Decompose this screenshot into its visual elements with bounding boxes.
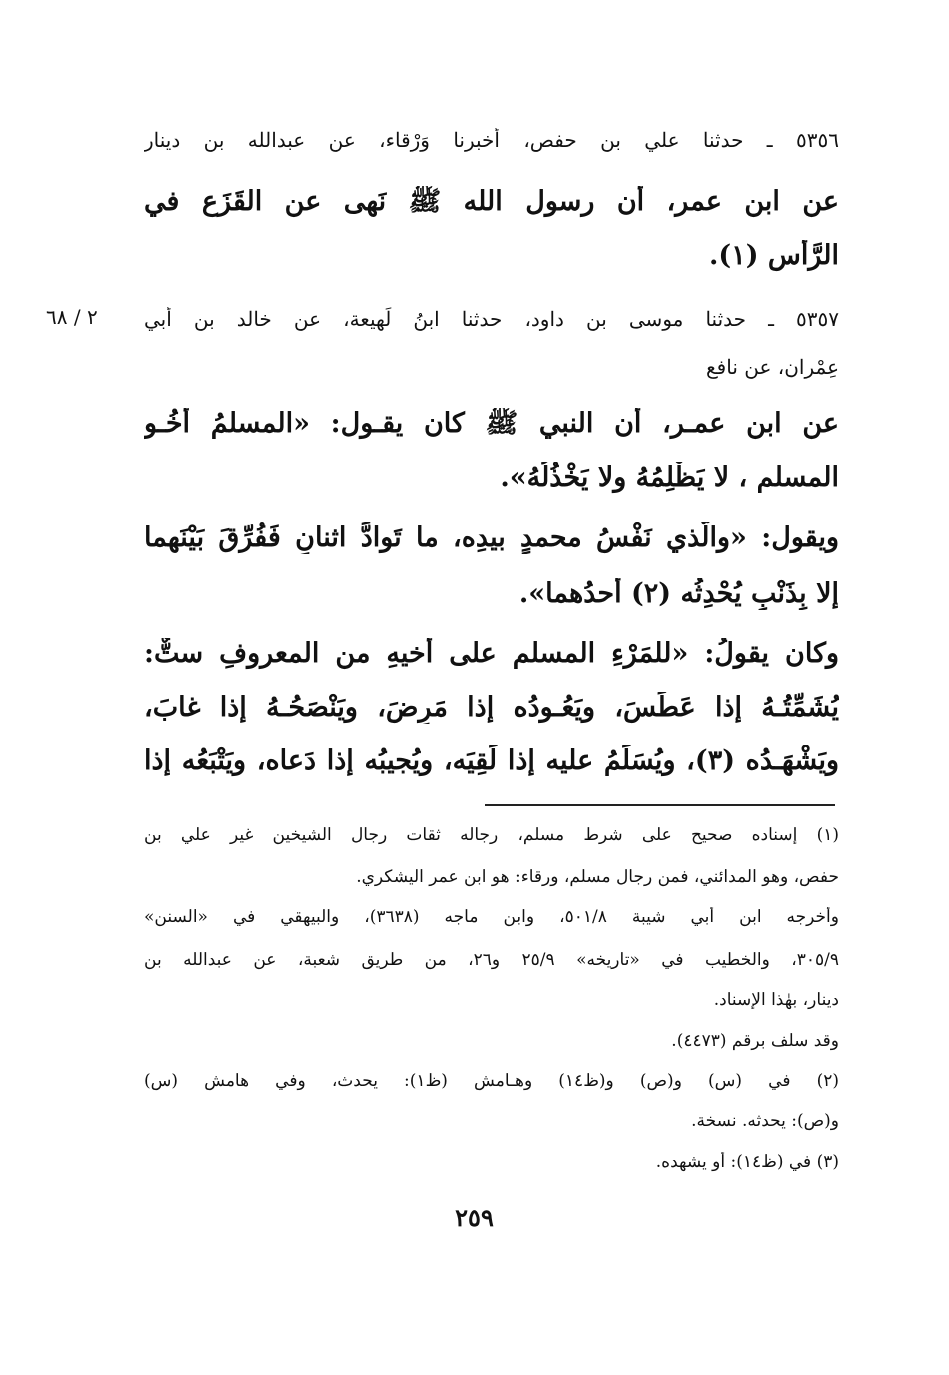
- footnote-1-line-5: دينار، بهٰذا الإسناد.: [713, 990, 839, 1010]
- footnote-separator: [485, 804, 835, 806]
- hadith-5357-text-line-3: ويقول: «والَّذي نَفْسُ محمدٍ بيدِه، ما تَوادَّ اثنانِ فَفُرِّقَ بَيْنَهما: [144, 522, 839, 553]
- page-number: ٢٥٩: [455, 1203, 494, 1232]
- footnote-1-line-2: حفص، وهو المدائني، فمن رجال مسلم، ورقاء: هو ابن عمر اليشكري.: [356, 867, 839, 887]
- footnote-1-line-3: وأخرجه ابن أبي شيبة ٥٠١/٨، وابن ماجه (٣٦٣٨)، والبيهقي في «السنن»: [144, 907, 839, 927]
- footnote-1-line-6: وقد سلف برقم (٤٤٧٣).: [671, 1031, 839, 1051]
- hadith-5357-text-line-7: ويَشْهَـدُه (٣)، ويُسَلِّمُ عليه إذا لَقِيَه، ويُجيبُه إذا دَعاه، ويَتْبَعُه إذا: [144, 745, 839, 776]
- hadith-5357-chain-line-2: عِمْران، عن نافع: [706, 355, 839, 379]
- hadith-5357-text-line-1: عن ابن عمـر، أن النبي ﷺ كان يقـول: «المسلمُ أَخُـو: [144, 408, 839, 439]
- hadith-5356-chain: ٥٣٥٦ ـ حدثنا علي بن حفص، أخبرنا وَرْقاء، عن عبدالله بن دينار: [144, 128, 839, 152]
- hadith-5357-text-line-4: إلا بِذَنْبٍ يُحْدِثُه (٢) أحدُهما».: [518, 578, 839, 609]
- footnote-2-line-2: و(ص): يحدثه. نسخة.: [691, 1111, 839, 1131]
- hadith-5357-text-line-2: المسلمِ ، لا يَظْلِمُهُ ولا يَخْذُلُهُ».: [500, 462, 839, 493]
- hadith-5356-text-line-2: الرَّأسِ (١).: [709, 240, 839, 271]
- margin-reference: ٢ / ٦٨: [46, 305, 98, 329]
- footnote-1-line-4: ٣٠٥/٩، والخطيب في «تاريخه» ٢٥/٩ و٢٦، من طريق شعبة، عن عبدالله بن: [144, 950, 839, 970]
- footnote-3-line-1: (٣) في (ظ١٤): أو يشهده.: [655, 1152, 839, 1172]
- hadith-5357-text-line-6: يُشَمِّتُـهُ إذا عَطَسَ، ويَعُـودُه إذا مَرِضَ، ويَنْصَحُـهُ إذا غابَ،: [144, 692, 839, 723]
- hadith-5357-text-line-5: وكان يقولُ: «للمَرْءِ المسلمِ على أخيهِ من المعروفِ ستٌّ:: [144, 638, 839, 669]
- footnote-1-line-1: (١) إسناده صحيح على شرط مسلم، رجاله ثقات رجال الشيخين غير علي بن: [144, 825, 839, 845]
- hadith-5357-chain-line-1: ٥٣٥٧ ـ حدثنا موسى بن داود، حدثنا ابنُ لَهيعة، عن خالد بن أبي: [144, 307, 839, 331]
- footnote-2-line-1: (٢) في (س) و(ص) و(ظ١٤) وهـامش (ظ١): يحدث، وفي هامش (س): [144, 1071, 839, 1091]
- hadith-5356-text-line-1: عن ابن عمر، أن رسول الله ﷺ نَهى عن القَزَعِ في: [144, 186, 839, 217]
